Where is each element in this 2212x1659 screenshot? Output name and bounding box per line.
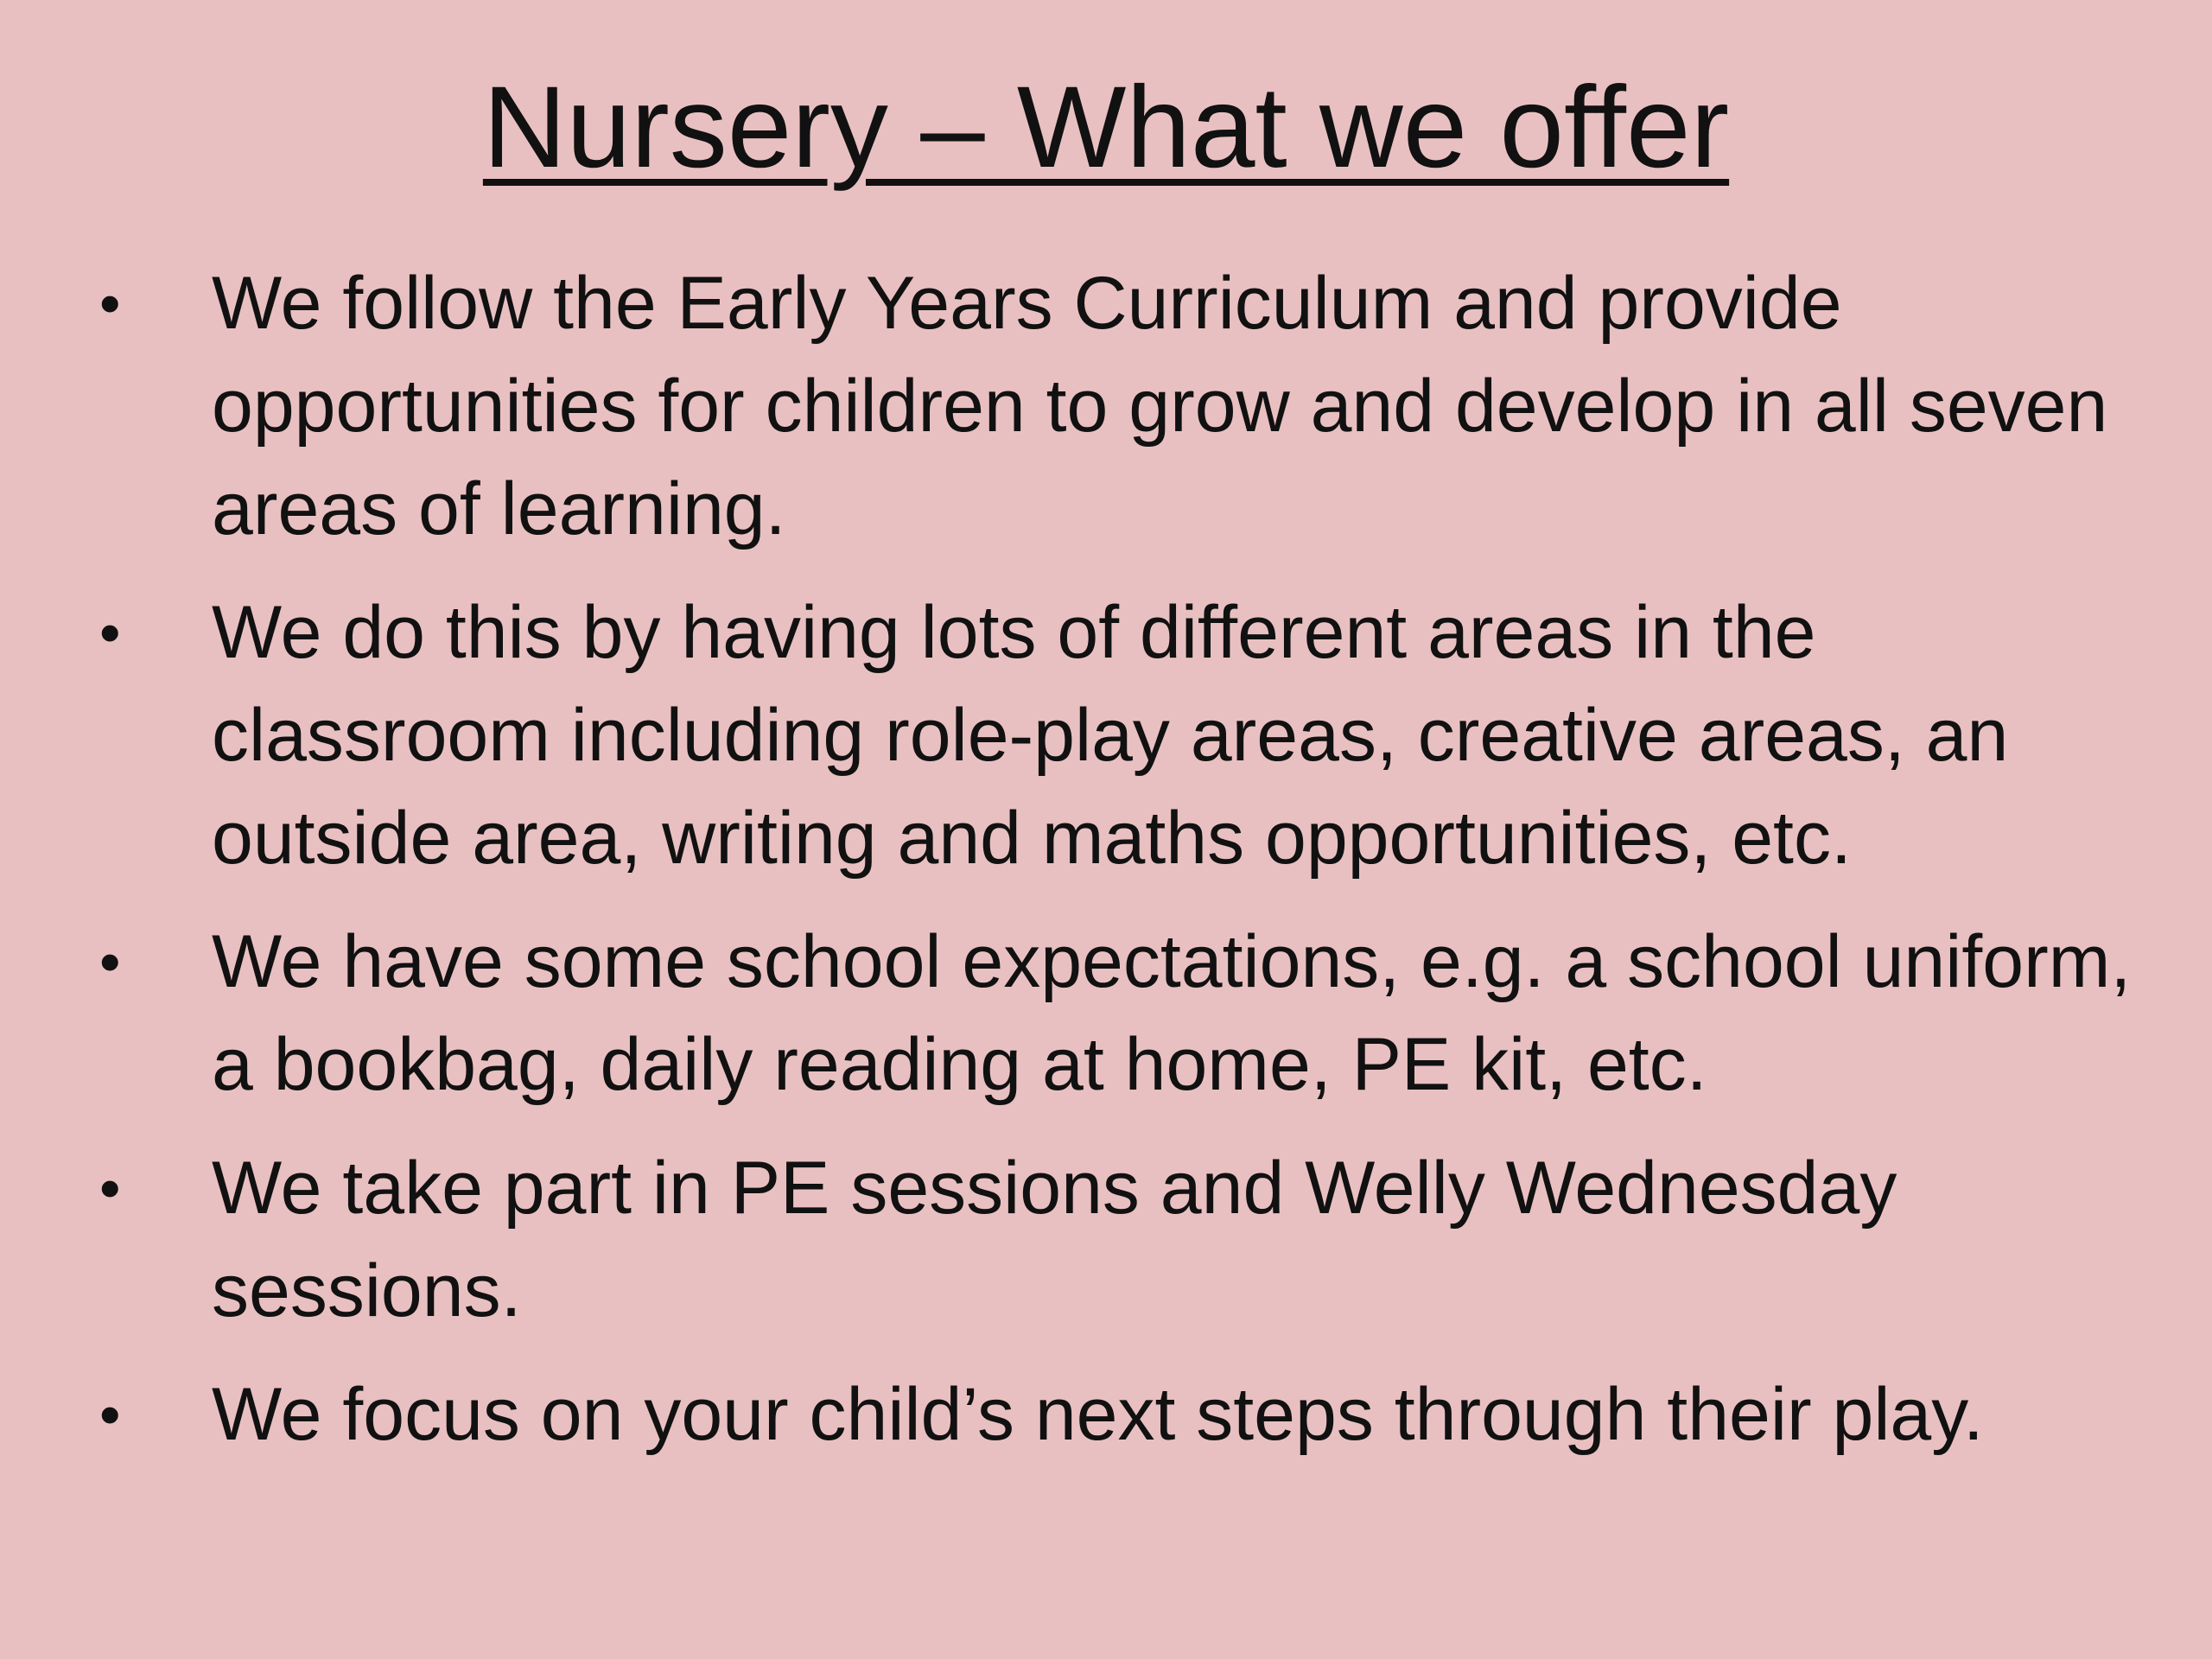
bullet-dot-icon: • [99,1381,121,1448]
bullet-item [0,582,2212,890]
slide-title [0,59,2212,197]
bullet-text: We follow the Early Years Curriculum and provide opportunities for children to grow and develop in all seven areas of learning. [212,262,2108,550]
bullet-text: We have some school expectations, e.g. a school uniform, a bookbag, daily reading at home, PE kit, etc. [212,920,2132,1106]
bullet-dot-icon: • [99,1154,121,1222]
bullet-item [0,252,2212,561]
bullet-text: We do this by having lots of different areas in the classroom including role-play areas, creative areas, an outside area, writing and maths opportunities, etc. [212,591,2009,880]
bullet-dot-icon: • [99,928,121,995]
bullet-dot-icon: • [99,270,121,337]
bullet-item [0,1363,2212,1466]
slide-title-text: Nursery – What we offer [482,63,1730,192]
bullet-list [0,252,2212,1487]
bullet-text: We focus on your child’s next steps through their play. [212,1373,1984,1456]
bullet-text: We take part in PE sessions and Welly Wednesday sessions. [212,1147,1897,1332]
bullet-item [0,911,2212,1116]
bullet-dot-icon: • [99,599,121,666]
bullet-item [0,1137,2212,1343]
